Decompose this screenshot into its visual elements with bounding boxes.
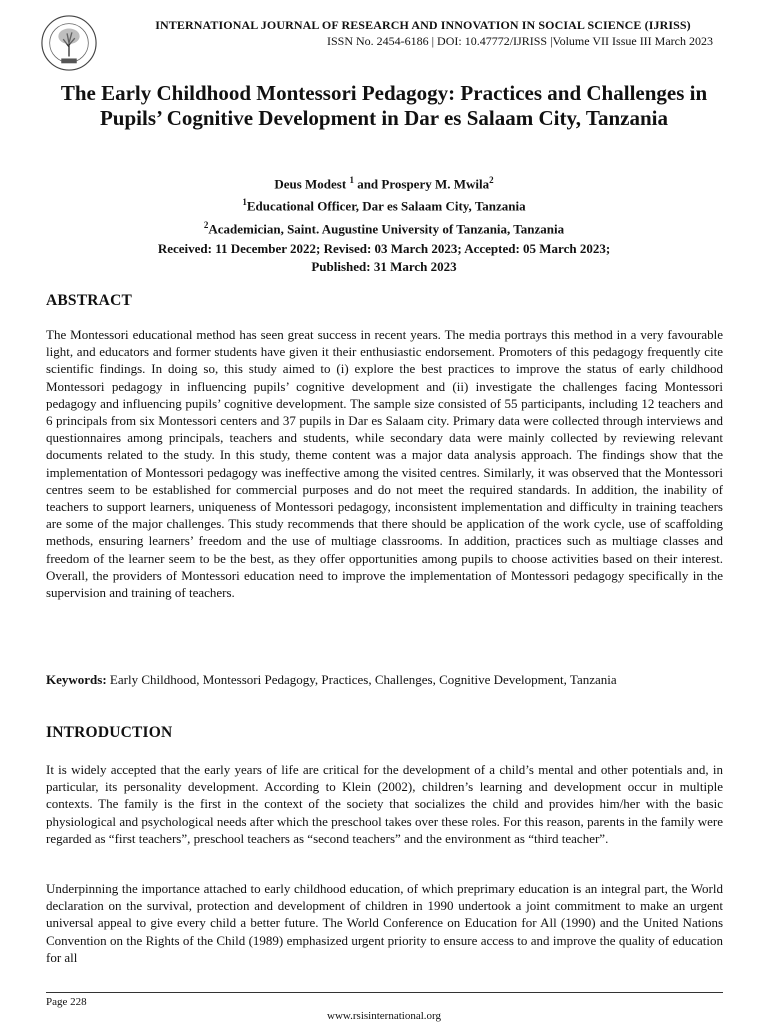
author-1-sup: 1	[349, 175, 354, 185]
introduction-heading: INTRODUCTION	[46, 724, 173, 741]
author-and: and	[353, 176, 382, 192]
journal-logo-icon	[40, 14, 98, 72]
page-number: Page 228	[46, 996, 87, 1008]
author-2-sup: 2	[489, 175, 494, 185]
website-link[interactable]: www.rsisinternational.org	[327, 1010, 441, 1022]
affiliation-2-text: Academician, Saint. Augustine University of Tanzania, Tanzania	[208, 220, 565, 236]
author-block	[100, 171, 668, 238]
paper-title: The Early Childhood Montessori Pedagogy: Practices and Challenges in Pupils’ Cognitive Development in Dar es Salaam City, Tanzania	[60, 81, 708, 130]
affiliation-2	[100, 216, 668, 238]
journal-name: INTERNATIONAL JOURNAL OF RESEARCH AND INNOVATION IN SOCIAL SCIENCE (IJRISS)	[155, 18, 691, 32]
footer-divider	[46, 992, 723, 993]
keywords	[46, 671, 723, 688]
dates-line-1: Received: 11 December 2022; Revised: 03 March 2023; Accepted: 05 March 2023;	[157, 241, 611, 256]
keywords-label: Keywords:	[46, 672, 107, 687]
introduction-paragraph-2: Underpinning the importance attached to early childhood education, of which preprimary education is an integral part, the World declaration on the survival, protection and development of children in 1990 undertook a joint commitment to make an urgent universal appeal to give every child a better future. The World Conference on Education for All (1990) and the United Nations Convention on the Rights of the Child (1989) emphasized urgent priority to ensure access to and improve the quality of education for all	[46, 881, 723, 965]
affiliation-1-sup: 1	[242, 197, 247, 208]
author-line	[100, 171, 668, 193]
keywords-text: Early Childhood, Montessori Pedagogy, Practices, Challenges, Cognitive Development, Tanzania	[106, 672, 617, 687]
dates-line-2: Published: 31 March 2023	[311, 259, 457, 274]
publication-dates	[80, 240, 688, 276]
issue-info: ISSN No. 2454-6186 | DOI: 10.47772/IJRISS |Volume VII Issue III March 2023	[326, 34, 713, 48]
affiliation-1	[100, 193, 668, 215]
author-2: Prospery M. Mwila	[381, 176, 490, 192]
affiliation-1-text: Educational Officer, Dar es Salaam City, Tanzania	[246, 198, 526, 214]
abstract-text: The Montessori educational method has seen great success in recent years. The media portrays this method in a very favourable light, and educators and former students have given it their enthusiastic endorsement. Promoters of this pedagogy frequently cite scientific findings. In doing so, this study aimed to (i) explore the best practices to improve the status of early childhood Montessori pedagogy in influencing pupils’ cognitive development and (ii) investigate the challenges facing Montessori pedagogy and influencing pupils’ cognitive development. The sample size consisted of 55 participants, including 12 teachers and 6 principals from six Montessori centers and 37 pupils in Dar es Salaam city. Primary data were collected through interviews and questionnaires among principals, teachers and students, while secondary data were mainly collected by reviewing relevant documents related to the study. In this study, theme content was a major data analysis approach. The findings show that the implementation of Montessori pedagogy was ineffective among the visited centres. Similarly, it was observed that the Montessori centres seem to be established for commercial purposes and do not meet the required standards. In addition, the inability of teachers to support learners, uniqueness of Montessori pedagogy, inconsistent implementation and difficulty in training teachers are some of the major challenges. This study recommends that there should be application of the work cycle, use of scaffolding methods, ensuring learners’ freedom and the use of multiage classrooms. In addition, practices such as multiage classes and freedom of the learner seem to be the best, as they offer opportunities among pupils to choose activities based on their interest. Overall, the providers of Montessori education need to improve the implementation of Montessori pedagogy specifically in the supervision and training of teachers.	[46, 327, 723, 601]
author-1: Deus Modest	[274, 176, 350, 192]
abstract-heading: ABSTRACT	[46, 292, 133, 309]
introduction-paragraph-1: It is widely accepted that the early years of life are critical for the development of a child’s mental and other potentials and, in particular, its personality development. According to Klein (2002), children’s learning and development occur in multiple contexts. The family is the first in the context of the society that socializes the child and provides him/her with the basic physiological and psychological needs after which the preschool takes over these roles. For this reason, parents in the family were regarded as “first teachers”, preschool teachers as “second teachers” and the environment as “third teacher”.	[46, 762, 723, 846]
affiliation-2-sup: 2	[203, 219, 209, 230]
